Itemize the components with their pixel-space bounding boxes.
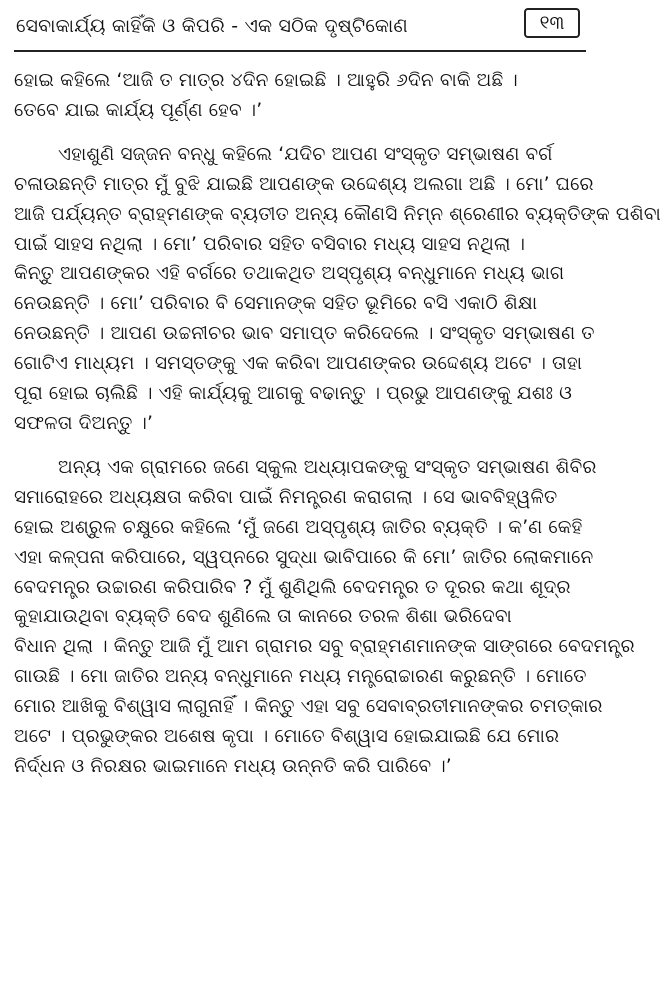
text-line: ନେଉଛନ୍ତି । ଆପଣ ଉଚ୍ଚନୀଚର ଭାବ ସମାପ୍ତ କରିଦେଲେ । ସଂସ୍କୃତ ସମ୍ଭାଷଣ ତ [14, 323, 595, 345]
text-line: ଆଜି ପର୍ଯ୍ୟନ୍ତ ବ୍ରାହ୍ମଣଙ୍କ ବ୍ୟତୀତ ଅନ୍ୟ କୌଣସି ନିମ୍ନ ଶ୍ରେଣୀର ବ୍ୟକ୍ତିଙ୍କ ପଶିବା [14, 203, 661, 225]
header-title: ସେବାକାର୍ଯ୍ୟ କାହିଁକି ଓ କିପରି - ଏକ ସଠିକ ଦୃଷ୍ଟିକୋଣ [16, 15, 408, 37]
text-line: ସଫଳତା ଦିଅନ୍ତୁ ।’ [14, 412, 154, 434]
paragraph [14, 140, 661, 439]
text-line: ଗୋଟିଏ ମାଧ୍ୟମ । ସମସ୍ତଙ୍କୁ ଏକ କରିବା ଆପଣଙ୍କର ଉଦ୍ଦେଶ୍ୟ ଅଟେ । ତାହା [14, 353, 583, 375]
text-line: ଅନ୍ୟ ଏକ ଗ୍ରାମରେ ଜଣେ ସ୍କୁଲ ଅଧ୍ୟାପକଙ୍କୁ ସଂସ୍କୃତ ସମ୍ଭାଷଣ ଶିବିର [58, 456, 597, 478]
text-line: ନିର୍ଦ୍ଧନ ଓ ନିରକ୍ଷର ଭାଇମାନେ ମଧ୍ୟ ଉନ୍ନତି କରି ପାରିବେ ।’ [14, 755, 452, 777]
text-line: ହୋଇ ଅଶ୍ରୁଳ ଚକ୍ଷୁରେ କହିଲେ ‘ମୁଁ ଜଣେ ଅସ୍ପୃଶ୍ୟ ଜାତିର ବ୍ୟକ୍ତି । କ’ଣ କେହି [14, 516, 583, 538]
text-line: ନେଉଛନ୍ତି । ମୋ’ ପରିବାର ବି ସେମାନଙ୍କ ସହିତ ଭୂମିରେ ବସି ଏକାଠି ଶିକ୍ଷା [14, 293, 538, 315]
running-header [14, 0, 586, 52]
text-line: ଏହାଶୁଣି ସଜ୍ଜନ ବନ୍ଧୁ କହିଲେ ‘ଯଦିଚ ଆପଣ ସଂସ୍କୃତ ସମ୍ଭାଷଣ ବର୍ଗ [58, 143, 553, 165]
text-line: ଅଟେ । ପ୍ରଭୁଙ୍କର ଅଶେଷ କୃପା । ମୋତେ ବିଶ୍ୱାସ ହୋଇଯାଇଛି ଯେ ମୋର [14, 726, 560, 748]
text-line: ତେବେ ଯାଇ କାର୍ଯ୍ୟ ପୂର୍ଣ୍ଣ ହେବ ।’ [14, 99, 263, 121]
text-line: ମୋର ଆଖିକୁ ବିଶ୍ୱାସ ଲାଗୁନାହିଁ । କିନ୍ତୁ ଏହା ସବୁ ସେବାବ୍ରତୀମାନଙ୍କର ଚମତ୍କାର [14, 696, 603, 718]
text-line: ବେଦମନ୍ତ୍ର ଉଚ୍ଚାରଣ କରିପାରିବ ? ମୁଁ ଶୁଣିଥିଲି ବେଦମନ୍ତ୍ର ତ ଦୂରର କଥା ଶୂଦ୍ର [14, 576, 571, 598]
text-line: କିନ୍ତୁ ଆପଣଙ୍କର ଏହି ବର୍ଗରେ ତଥାକଥିତ ଅସ୍ପୃଶ୍ୟ ବନ୍ଧୁମାନେ ମଧ୍ୟ ଭାଗ [14, 263, 565, 285]
text-line: ହୋଇ କହିଲେ ‘ଆଜି ତ ମାତ୍ର ୪ଦିନ ହୋଇଛି । ଆହୁରି ୬ଦିନ ବାକି ଅଛି । [14, 70, 518, 91]
text-line: ଚଳାଉଛନ୍ତି ମାତ୍ର ମୁଁ ବୁଝି ଯାଇଛି ଆପଣଙ୍କ ଉଦ୍ଦେଶ୍ୟ ଅଲଗା ଅଛି । ମୋ’ ଘରେ [14, 173, 594, 195]
page-number: ୧୩ [524, 8, 580, 38]
text-line: ପାଇଁ ସାହସ ନଥିଲା । ମୋ’ ପରିବାର ସହିତ ବସିବାର ମଧ୍ୟ ସାହସ ନଥିଲା । [14, 233, 526, 255]
text-line: ଏହା କଳ୍ପନା କରିପାରେ, ସ୍ୱପ୍ନରେ ସୁଦ୍ଧା ଭାବିପାରେ କି ମୋ’ ଜାତିର ଲୋକମାନେ [14, 546, 594, 568]
paragraph [14, 66, 586, 126]
text-line: ବିଧାନ ଥିଲା । କିନ୍ତୁ ଆଜି ମୁଁ ଆମ ଗ୍ରାମର ସବୁ ବ୍ରାହ୍ମଣମାନଙ୍କ ସାଙ୍ଗରେ ବେଦମନ୍ତ୍ର [14, 636, 635, 658]
text-line: କୁହାଯାଉଥିବା ବ୍ୟକ୍ତି ବେଦ ଶୁଣିଲେ ତା କାନରେ ତରଳ ଶିଶା ଭରିଦେବା [14, 606, 512, 628]
text-line: ପୂରା ହୋଇ ଚାଲିଛି । ଏହି କାର୍ଯ୍ୟକୁ ଆଗକୁ ବଢାନ୍ତୁ । ପ୍ରଭୁ ଆପଣଙ୍କୁ ଯଶଃ ଓ [14, 383, 573, 405]
text-line: ଗାଉଛି । ମୋ ଜାତିର ଅନ୍ୟ ବନ୍ଧୁମାନେ ମଧ୍ୟ ମନ୍ତ୍ରୋଚ୍ଚାରଣ କରୁଛନ୍ତି । ମୋତେ [14, 666, 587, 688]
paragraph [14, 453, 635, 782]
body-text [14, 66, 661, 782]
text-line: ସମାରୋହରେ ଅଧ୍ୟକ୍ଷତା କରିବା ପାଇଁ ନିମନ୍ତ୍ରଣ କରାଗଲା । ସେ ଭାବବିହ୍ୱଳିତ [14, 486, 558, 508]
